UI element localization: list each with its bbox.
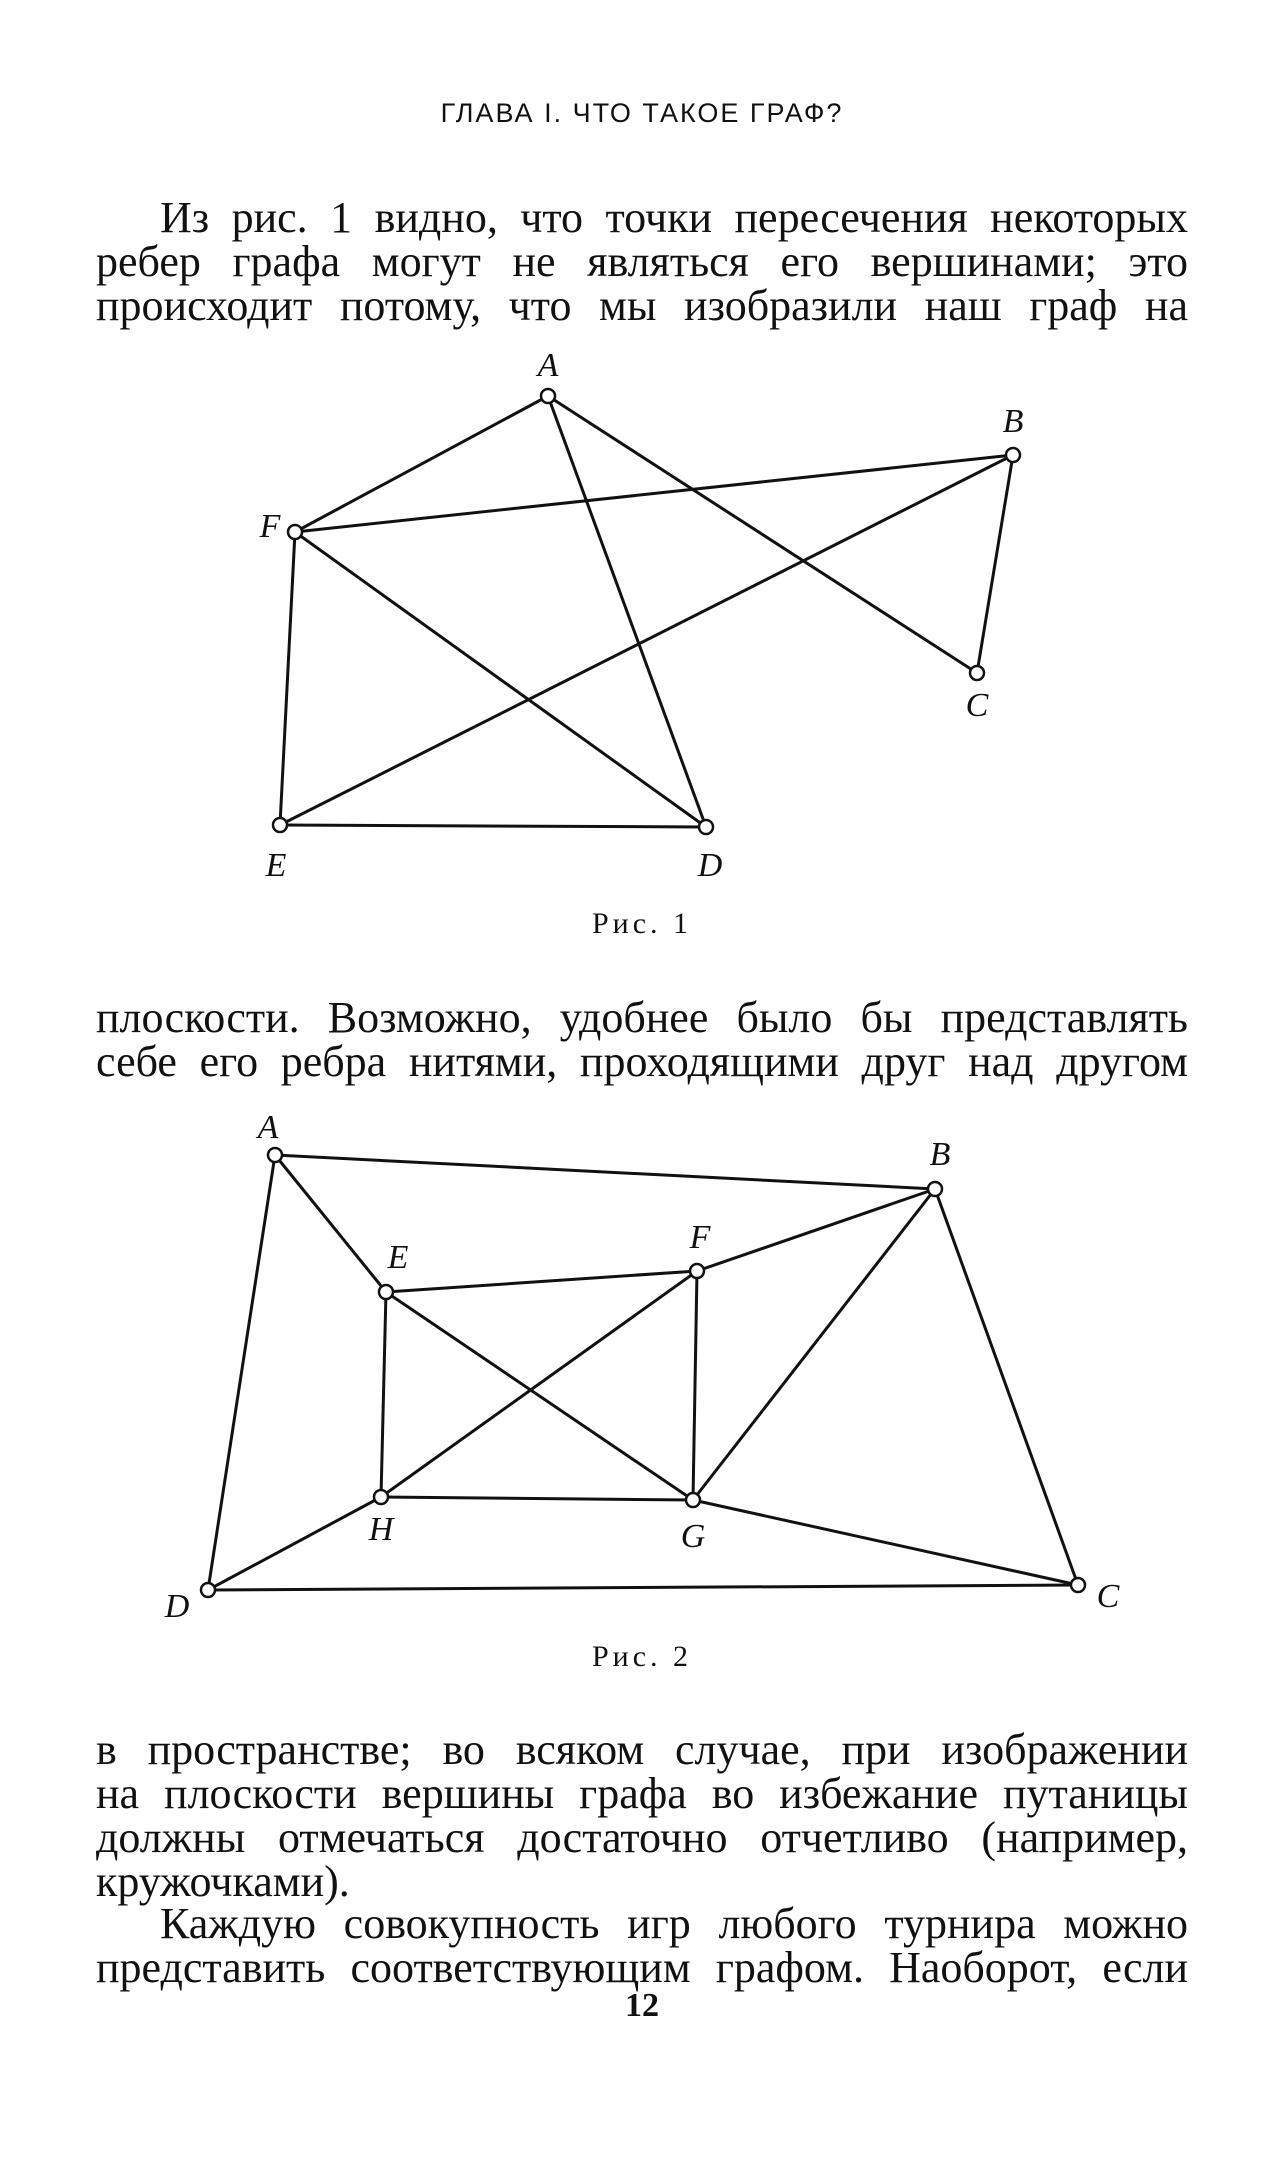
graph-vertex-label-h: H bbox=[368, 1511, 394, 1548]
graph-edge-h-d bbox=[208, 1497, 381, 1590]
graph-edge-a-b bbox=[275, 1155, 935, 1189]
graph-vertex-e bbox=[379, 1285, 393, 1299]
graph-vertex-label-b: B bbox=[929, 1136, 951, 1173]
graph-vertex-label-b: B bbox=[1002, 403, 1024, 440]
graph-vertex-a bbox=[268, 1148, 282, 1162]
graph-vertex-label-a: A bbox=[257, 1109, 279, 1146]
graph-edge-a-e bbox=[275, 1155, 386, 1292]
paragraph-line: Из рис. 1 видно, что точки пересечения некоторых bbox=[160, 193, 1188, 242]
graph-vertex-label-d: D bbox=[697, 847, 723, 884]
graph-vertex-h bbox=[374, 1490, 388, 1504]
paragraph-line: плоскости. Возможно, удобнее было бы представлять bbox=[96, 993, 1188, 1042]
graph-edge-e-g bbox=[386, 1292, 693, 1500]
chapter-header: ГЛАВА I. ЧТО ТАКОЕ ГРАФ? bbox=[440, 98, 844, 128]
graph-edge-f-g bbox=[693, 1271, 697, 1500]
paragraph-line: Каждую совокупность игр любого турнира можно bbox=[160, 1899, 1188, 1948]
paragraph-line: должны отмечаться достаточно отчетливо (например, bbox=[96, 1813, 1188, 1862]
graph-vertex-f bbox=[690, 1264, 704, 1278]
graph-edge-e-h bbox=[381, 1292, 386, 1497]
figure-2-caption: Рис. 2 bbox=[591, 1640, 693, 1673]
paragraph-line: происходит потому, что мы изобразили наш граф на bbox=[96, 281, 1188, 330]
paragraph-line: кружочками). bbox=[96, 1857, 350, 1906]
graph-vertex-g bbox=[686, 1493, 700, 1507]
graph-vertex-label-g: G bbox=[680, 1518, 706, 1555]
graph-edge-a-d bbox=[208, 1155, 275, 1590]
paragraph-line: ребер графа могут не являться его вершинами; это bbox=[96, 237, 1188, 286]
graph-vertex-label-a: A bbox=[537, 347, 559, 384]
graph-edge-d-c bbox=[208, 1585, 1078, 1590]
figure-1-caption: Рис. 1 bbox=[591, 907, 693, 940]
graph-edge-b-g bbox=[693, 1189, 935, 1500]
graph-vertex-label-c: C bbox=[965, 687, 989, 724]
graph-vertex-label-e: E bbox=[265, 847, 287, 884]
graph-vertex-label-f: F bbox=[689, 1219, 711, 1256]
graph-vertex-label-c: C bbox=[1096, 1578, 1120, 1615]
graph-vertex-c bbox=[1071, 1578, 1085, 1592]
graph-edge-h-g bbox=[381, 1497, 693, 1500]
graph-edge-b-f bbox=[697, 1189, 935, 1271]
graph-vertex-d bbox=[201, 1583, 215, 1597]
paragraph-3 bbox=[96, 1725, 1188, 1906]
graph-vertex-label-e: E bbox=[387, 1239, 409, 1276]
paragraph-line: представить соответствующим графом. Наоборот, если bbox=[96, 1943, 1188, 1992]
paragraph-line: себе его ребра нитями, проходящими друг над другом bbox=[96, 1037, 1188, 1086]
graph-vertex-b bbox=[928, 1182, 942, 1196]
graph-vertex-label-f: F bbox=[259, 508, 281, 545]
paragraph-4 bbox=[96, 1899, 1188, 1992]
graph-edge-e-f bbox=[386, 1271, 697, 1292]
graph-vertex-label-d: D bbox=[164, 1588, 190, 1625]
graph-edge-f-h bbox=[381, 1271, 697, 1497]
page-number: 12 bbox=[625, 1987, 659, 2024]
graph-edge-g-c bbox=[693, 1500, 1078, 1585]
paragraph-line: на плоскости вершины графа во избежание путаницы bbox=[96, 1769, 1188, 1818]
paragraph-line: в пространстве; во всяком случае, при изображении bbox=[96, 1725, 1188, 1774]
graph-edge-b-c bbox=[935, 1189, 1078, 1585]
